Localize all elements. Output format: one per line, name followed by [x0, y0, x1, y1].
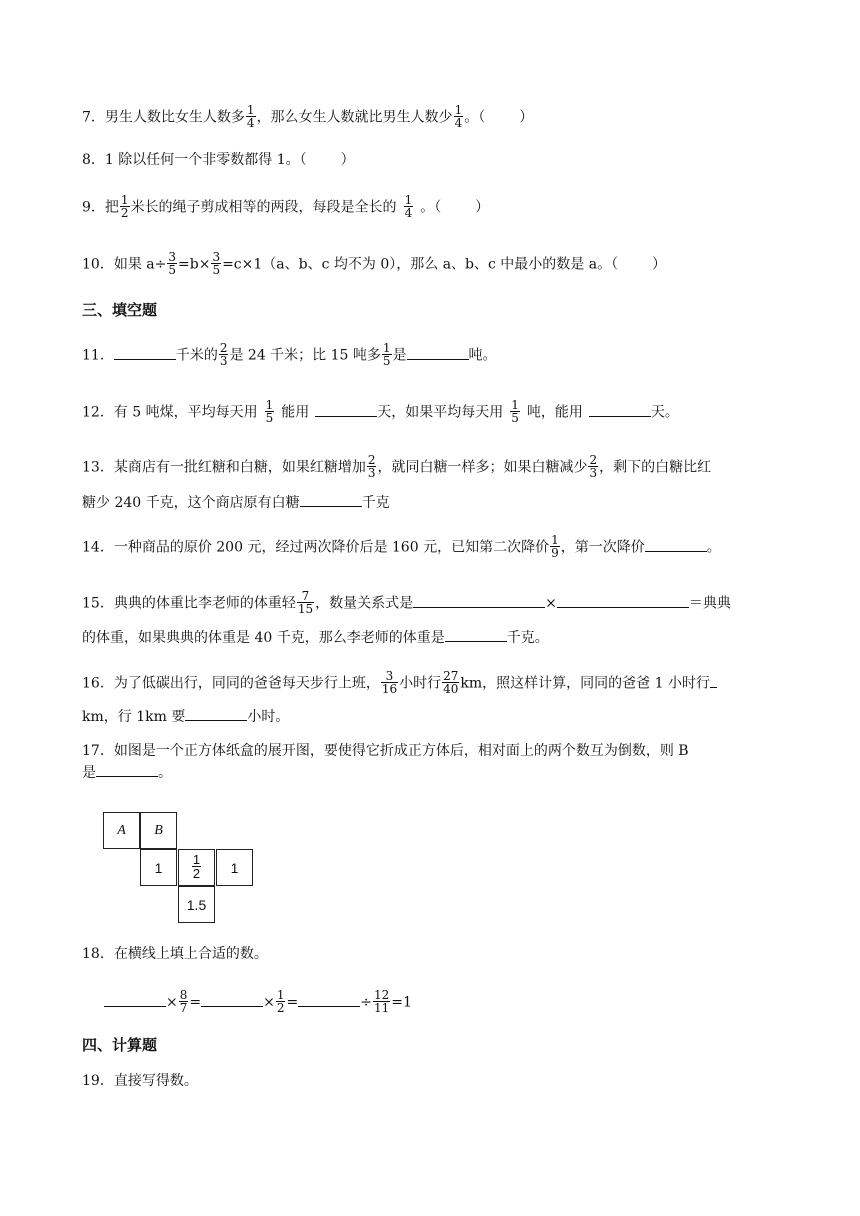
question-number: 7． [82, 109, 105, 126]
fraction: $\frac{1}{5}$ [265, 398, 274, 425]
answer-blank[interactable] [413, 593, 545, 608]
fraction: $\frac{8}{7}$ [179, 988, 188, 1015]
section-heading-fill-blank: 三、填空题 [82, 301, 158, 319]
fraction: $\frac{1}{9}$ [551, 533, 559, 560]
answer-blank[interactable] [645, 537, 707, 552]
fraction: $\frac{2}{3}$ [367, 453, 376, 480]
net-cell-half [178, 849, 215, 886]
question-19: 19．直接写得数。 [82, 1073, 198, 1089]
question-18-equation: × $\frac{8}{7}$ = × $\frac{1}{2}$ = ÷ $\frac{12}{11}$ =1 [104, 990, 412, 1015]
question-number: 19． [82, 1073, 114, 1089]
fraction: $\frac{1}{5}$ [382, 341, 391, 368]
answer-blank[interactable] [298, 992, 360, 1007]
question-number: 12． [82, 404, 114, 421]
answer-blank[interactable] [96, 762, 158, 777]
question-number: 18． [82, 946, 114, 962]
question-number: 9． [82, 199, 105, 216]
net-cell-a: A [103, 812, 140, 849]
fraction: $\frac{2}{3}$ [589, 453, 598, 480]
question-15-line2: 的体重，如果典典的体重是 40 千克，那么李老师的体重是 千克。 [82, 627, 549, 648]
answer-blank[interactable] [445, 627, 507, 642]
answer-blank[interactable] [185, 706, 247, 721]
fraction: $\frac{3}{5}$ [168, 250, 176, 277]
question-13-line2: 糖少 240 千克，这个商店原有白糖 千克 [82, 492, 390, 513]
question-number: 16． [82, 675, 114, 692]
question-16-line2: km，行 1km 要 小时。 [82, 706, 289, 727]
fraction: $\frac{3}{5}$ [212, 250, 221, 277]
net-cell-1-right: 1 [216, 849, 253, 886]
net-cell-b: B [140, 812, 177, 849]
fraction: $\frac{1}{2}$ [120, 193, 129, 220]
answer-blank[interactable] [589, 402, 651, 417]
question-number: 10． [82, 256, 114, 273]
answer-blank[interactable] [300, 492, 362, 507]
question-9: 9．把 $\frac{1}{2}$ 米长的绳子剪成相等的两段，每段是全长的 $\frac{1}{4}$ 。（ ） [82, 193, 490, 220]
fraction: $\frac{1}{4}$ [246, 103, 255, 130]
net-cell-1-5: 1.5 [178, 886, 215, 923]
question-number: 8． [82, 152, 105, 168]
fraction: $\frac{1}{5}$ [511, 398, 519, 425]
question-number: 14． [82, 539, 114, 556]
question-number: 15． [82, 595, 114, 612]
answer-blank[interactable] [315, 402, 377, 417]
fraction: $\frac{7}{15}$ [297, 589, 314, 616]
question-number: 11． [82, 347, 114, 364]
answer-blank[interactable] [557, 593, 689, 608]
fraction: $\frac{12}{11}$ [373, 988, 390, 1015]
fraction: $\frac{1}{2}$ [192, 852, 201, 881]
question-number: 17． [82, 743, 114, 759]
answer-blank[interactable] [114, 345, 176, 360]
question-14: 14．一种商品的原价 200 元，经过两次降价后是 160 元，已知第二次降价 $\frac{1}{9}$ ，第一次降价 。 [82, 533, 721, 560]
answer-blank[interactable] [201, 992, 263, 1007]
fraction: $\frac{1}{2}$ [276, 988, 285, 1015]
question-10: 10．如果 a÷ $\frac{3}{5}$ =b× $\frac{3}{5}$ =c×1（a、b、c 均不为 0），那么 a、b、c 中最小的数是 a。（ ） [82, 250, 667, 277]
question-12: 12．有 5 吨煤，平均每天用 $\frac{1}{5}$ 能用 天，如果平均每天用 $\frac{1}{5}$ 吨，能用 天。 [82, 398, 679, 425]
question-17: 17．如图是一个正方体纸盒的展开图，要使得它折成正方体后，相对面上的两个数互为倒数，则 B [82, 743, 689, 759]
net-cell-1-left: 1 [140, 849, 177, 886]
question-8: 8．1 除以任何一个非零数都得 1。（ ） [82, 152, 355, 168]
question-11: 11． 千米的 $\frac{2}{3}$ 是 24 千米；比 15 吨多 $\frac{1}{5}$ 是 吨。 [82, 341, 497, 368]
answer-blank[interactable] [104, 992, 166, 1007]
section-heading-calculation: 四、计算题 [82, 1036, 158, 1054]
question-15: 15．典典的体重比李老师的体重轻 $\frac{7}{15}$ ，数量关系式是 × ＝典典 [82, 589, 731, 616]
question-17-line2: 是 。 [82, 762, 172, 783]
fraction: $\frac{2}{3}$ [219, 341, 228, 368]
fraction: $\frac{1}{4}$ [454, 103, 463, 130]
question-13: 13．某商店有一批红糖和白糖，如果红糖增加 $\frac{2}{3}$ ，就同白糖一样多；如果白糖减少 $\frac{2}{3}$ ，剩下的白糖比红 [82, 453, 712, 480]
question-number: 13． [82, 459, 114, 476]
question-18: 18．在横线上填上合适的数。 [82, 946, 268, 962]
answer-blank[interactable] [710, 673, 717, 688]
fraction: $\frac{27}{40}$ [443, 669, 459, 696]
fraction: $\frac{3}{16}$ [381, 669, 398, 696]
question-7: 7．男生人数比女生人数多 $\frac{1}{4}$ ，那么女生人数就比男生人数少 $\frac{1}{4}$ 。（ ） [82, 103, 534, 130]
answer-blank[interactable] [407, 345, 469, 360]
question-16: 16．为了低碳出行，同同的爸爸每天步行上班， $\frac{3}{16}$ 小时行 $\frac{27}{40}$ km，照这样计算，同同的爸爸 1 小时行 [82, 671, 717, 696]
fraction: $\frac{1}{4}$ [404, 193, 413, 220]
